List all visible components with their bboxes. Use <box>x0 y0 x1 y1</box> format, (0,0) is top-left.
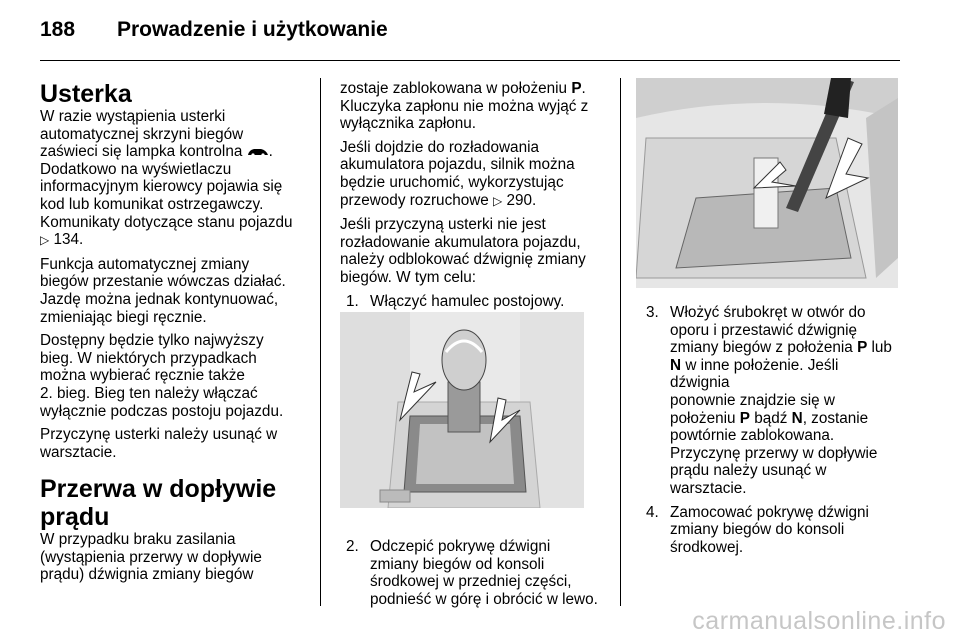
column-2-lower <box>340 538 612 614</box>
column-2 <box>340 80 612 316</box>
section-heading-przerwa: Przerwa w dopływie prądu <box>40 475 277 532</box>
watermark: carmanualsonline.info <box>692 607 946 635</box>
paragraph-usterka-1: W razie wystąpienia usterki automatycznej skrzyni biegów zaświeci się lampka kontrolna . Dodatkowo na wyświetlaczu informacyjnym kierowcy pojawia się kod lub komunikat ostrzegawczy. Komunikaty dotyczące stanu pojazdu ▷ 134. <box>40 108 293 249</box>
step-3: 3. Włożyć śrubokręt w otwór do oporu i przestawić dźwignię zmiany biegów z położenia P lub N w inne położenie. Jeśli dźwignia ponownie znajdzie się w położeniu P bądź N, zostanie powtórnie zablokowana. Przyczynę przerwy w dopływie prądu należy usunąć w warsztacie. <box>646 304 892 497</box>
paragraph-col2-2: Jeśli dojdzie do rozładowania akumulatora pojazdu, silnik można będzie uruchomić, wykorzystując przewody rozruchowe ▷ 290. <box>340 138 575 209</box>
paragraph-usterka-2: Funkcja automatycznej zmiany biegów przestanie wówczas działać. Jazdę można jednak kontynuować, zmieniając biegi ręcznie. <box>40 255 286 326</box>
paragraph-usterka-4: Przyczynę usterki należy usunąć w warsztacie. <box>40 426 278 461</box>
paragraph-col2-1: zostaje zablokowana w położeniu P. Kluczyka zapłonu nie można wyjąć z wyłącznika zapłonu. <box>340 80 589 133</box>
page-header <box>0 0 960 62</box>
paragraph-col2-3: Jeśli przyczyną usterki nie jest rozładowanie akumulatora pojazdu, należy odblokować dźwignię zmiany biegów. W tym celu: <box>340 216 586 286</box>
gear-lever-illustration <box>340 312 584 508</box>
triangle-right-icon: ▷ <box>40 233 50 248</box>
triangle-right-icon: ▷ <box>493 193 503 208</box>
column-3 <box>640 304 902 562</box>
screwdriver-illustration <box>636 78 898 288</box>
column-divider-2 <box>620 78 621 606</box>
page-number: 188 <box>40 18 76 41</box>
paragraph-przerwa-1: W przypadku braku zasilania (wystąpienia przerwy w dopływie prądu) dźwignia zmiany biegów <box>40 531 262 584</box>
page-title: Prowadzenie i użytkowanie <box>117 18 388 41</box>
paragraph-usterka-3: Dostępny będzie tylko najwyższy bieg. W niektórych przypadkach można wybierać ręcznie także 2. bieg. Bieg ten należy włączać wyłącznie podczas postoju pojazdu. <box>40 332 284 420</box>
step-1: 1. Włączyć hamulec postojowy. <box>346 292 565 310</box>
header-rule <box>40 60 900 61</box>
column-divider-1 <box>320 78 321 606</box>
car-control-lamp-icon <box>247 144 269 155</box>
step-4: 4. Zamocować pokrywę dźwigni zmiany biegów do konsoli środkowej. <box>646 503 869 556</box>
section-heading-usterka: Usterka <box>40 80 132 108</box>
step-2: 2. Odczepić pokrywę dźwigni zmiany biegów od konsoli środkowej w przedniej części, podnieść w górę i obrócić w lewo. <box>346 538 598 608</box>
column-1 <box>40 80 310 590</box>
